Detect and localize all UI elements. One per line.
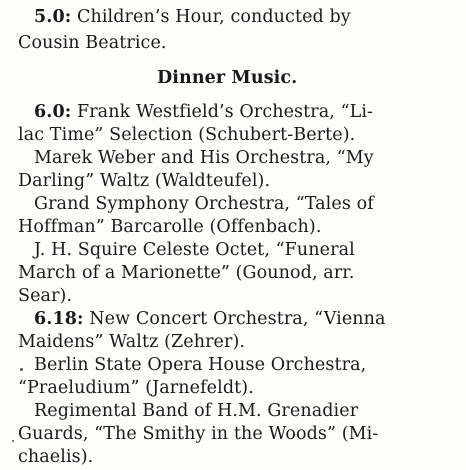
entry-6-0-line-2: lac Time” Selection (Schubert-Berte).: [18, 125, 356, 145]
item-weber-line-1: Marek Weber and His Orchestra, “My: [34, 148, 374, 168]
item-weber-line-2: Darling” Waltz (Waldteufel).: [18, 171, 271, 191]
item-grand-line-1: Grand Symphony Orchestra, “Tales of: [34, 194, 374, 214]
entry-6-18-line-2: Maidens” Waltz (Zehrer).: [18, 332, 246, 352]
item-grand-line-2: Hoffman” Barcarolle (Offenbach).: [18, 217, 322, 237]
time-6-18: 6.18:: [34, 309, 84, 329]
time-6-0: 6.0:: [34, 102, 72, 122]
item-regimental-line-1: Regimental Band of H.M. Grenadier: [34, 401, 359, 421]
item-berlin-line-2: “Praeludium” (Jarnefeldt).: [18, 378, 254, 398]
entry-6-0-text: Frank Westfield’s Orchestra, “Li-: [71, 102, 374, 122]
entry-6-0-line-1: [34, 101, 373, 123]
section-heading-dinner-music: Dinner Music.: [157, 68, 298, 88]
item-squire-line-3: Sear).: [18, 286, 73, 306]
item-regimental-line-3: chaelis).: [18, 447, 94, 467]
entry-5-0-text: Children’s Hour, conducted by: [71, 7, 351, 27]
item-squire-line-1: J. H. Squire Celeste Octet, “Funeral: [34, 240, 355, 260]
entry-5-0-line-1: [34, 6, 351, 28]
print-speck: [20, 368, 23, 371]
entry-6-18-line-1: [34, 308, 386, 330]
entry-6-18-text: New Concert Orchestra, “Vienna: [83, 309, 386, 329]
item-regimental-line-2: Guards, “The Smithy in the Woods” (Mi-: [18, 424, 379, 444]
item-squire-line-2: March of a Marionette” (Gounod, arr.: [18, 263, 355, 283]
print-speck: [12, 440, 14, 442]
item-berlin-line-1: Berlin State Opera House Orchestra,: [34, 355, 367, 375]
entry-5-0-line-2: Cousin Beatrice.: [18, 33, 167, 53]
time-5-0: 5.0:: [34, 7, 72, 27]
